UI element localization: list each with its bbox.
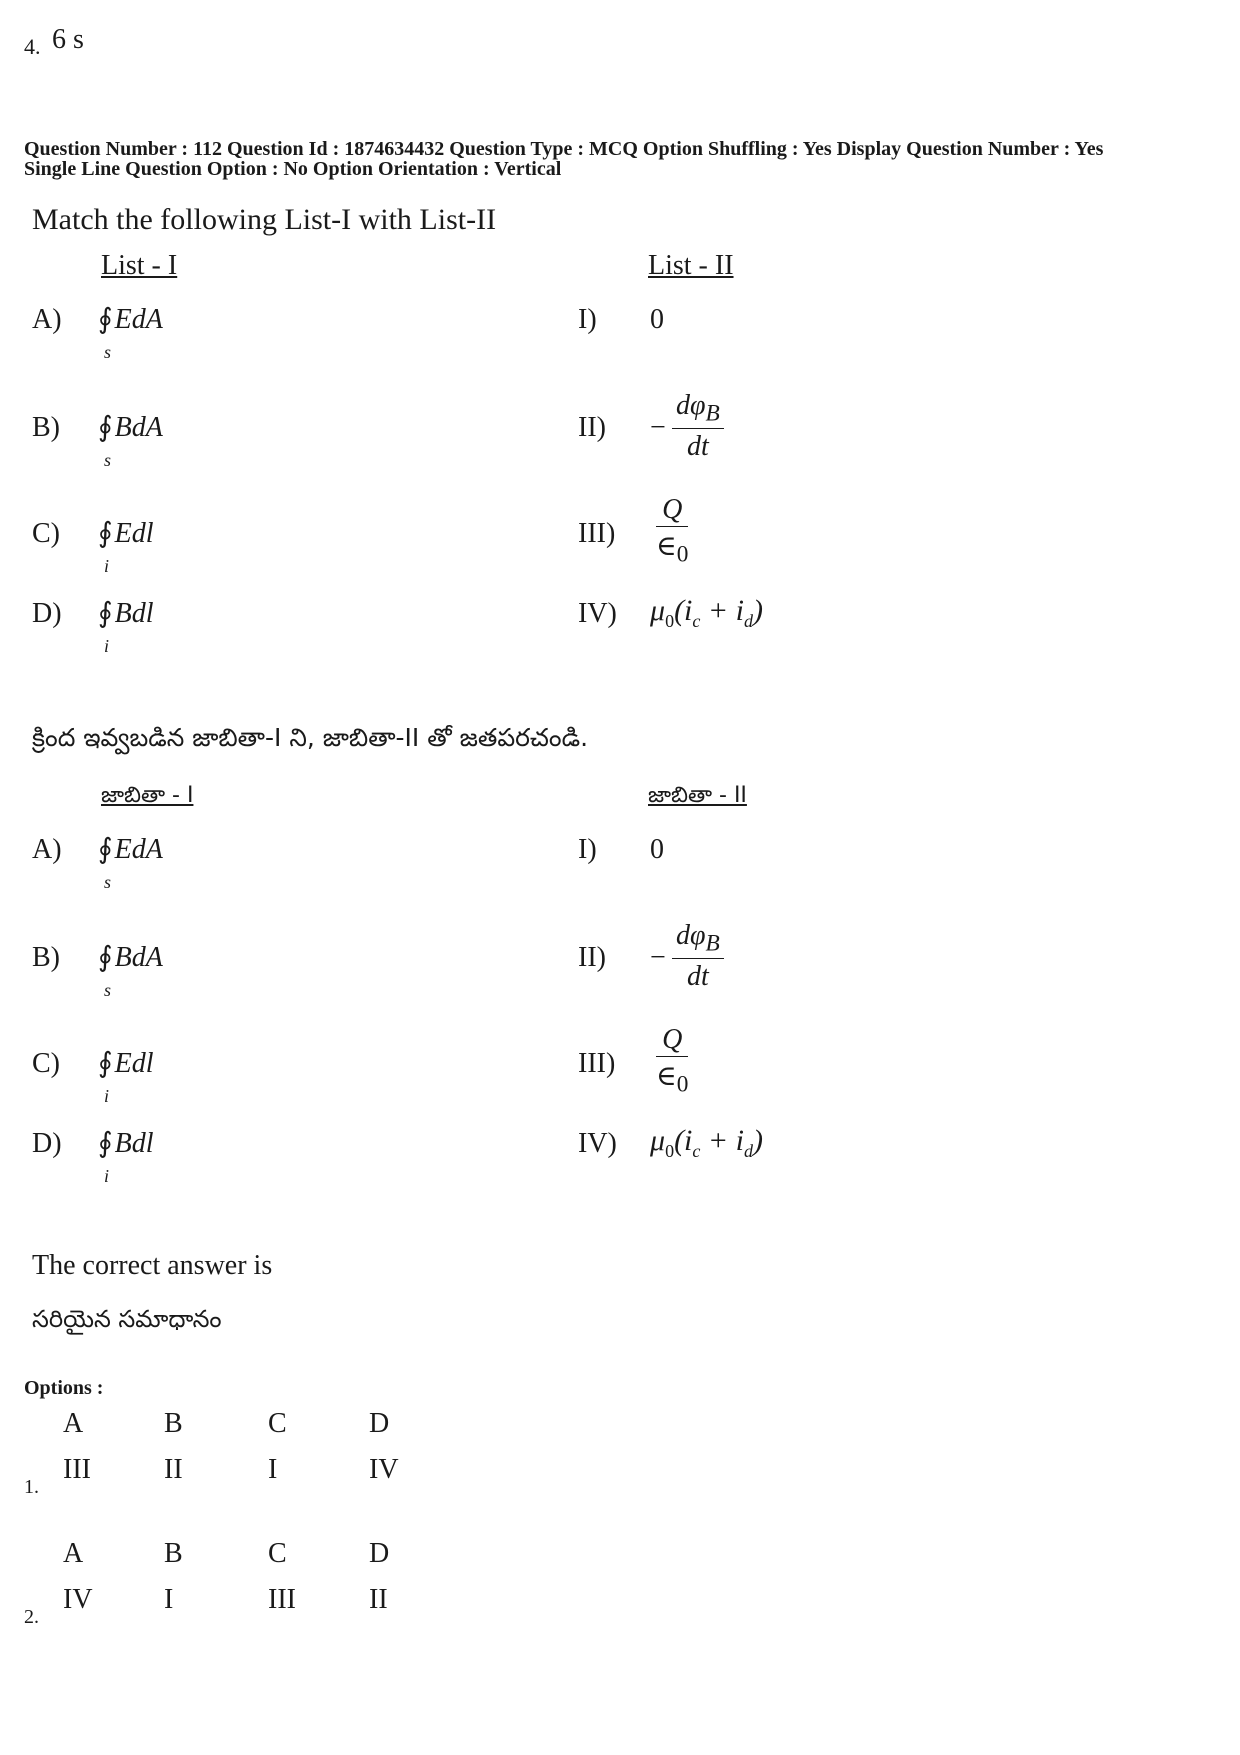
- te-row-a-surface-sub: s: [104, 872, 112, 892]
- te-row-a-letter: A): [32, 834, 62, 865]
- row-c-letter: C): [32, 518, 60, 549]
- option-1-header-d: D: [369, 1408, 390, 1439]
- row-iii-roman: III): [578, 518, 616, 549]
- option-2-value-c: III: [268, 1584, 296, 1615]
- te-row-c-line-sub: i: [104, 1086, 110, 1106]
- row-ii-roman: II): [578, 412, 606, 443]
- contour-integral-icon: ∮: [98, 518, 113, 549]
- contour-integral-icon: ∮: [98, 598, 113, 629]
- option-2-value-d: II: [369, 1584, 388, 1615]
- row-b-surface-sub: s: [104, 450, 112, 470]
- instruction-english: Match the following List-I with List-II: [32, 203, 497, 236]
- te-row-d-letter: D): [32, 1128, 62, 1159]
- option-1-header-a: A: [63, 1408, 84, 1439]
- te-row-a-integral: ∮EdA: [98, 834, 163, 865]
- row-a-surface-sub: s: [104, 342, 112, 362]
- contour-integral-icon: ∮: [98, 834, 113, 865]
- te-row-c-integral: ∮Edl: [98, 1048, 154, 1079]
- option-2-header-d: D: [369, 1538, 390, 1569]
- te-row-ii-roman: II): [578, 942, 606, 973]
- row-a-integral: ∮EdA: [98, 304, 163, 335]
- row-i-roman: I): [578, 304, 597, 335]
- te-row-iv-roman: IV): [578, 1128, 617, 1159]
- row-d-letter: D): [32, 598, 62, 629]
- row-b-integral: ∮BdA: [98, 412, 163, 443]
- option-1-header-b: B: [164, 1408, 183, 1439]
- answer-prompt-english: The correct answer is: [32, 1250, 273, 1281]
- list-2-header: List - II: [648, 250, 734, 281]
- te-row-iii-roman: III): [578, 1048, 616, 1079]
- te-row-ii-fraction: $d\varphi_B$ dt: [672, 920, 724, 993]
- option-2-value-b: I: [164, 1584, 174, 1615]
- row-c-integral: ∮Edl: [98, 518, 154, 549]
- row-ii-fraction: $d\varphi_B$ dt: [672, 390, 724, 463]
- te-row-iii-fraction: $\frac{Q}{\in_0}$: [656, 1024, 689, 1098]
- telugu-list-2-header: జాబితా - II: [648, 783, 747, 808]
- te-row-ii-minus: −: [650, 942, 666, 973]
- te-row-b-letter: B): [32, 942, 60, 973]
- contour-integral-icon: ∮: [98, 412, 113, 443]
- row-d-line-sub: i: [104, 636, 110, 656]
- options-label: Options :: [24, 1377, 104, 1399]
- option-1-number: 1.: [24, 1476, 39, 1498]
- row-ii-minus: −: [650, 412, 666, 443]
- option-1-value-d: IV: [369, 1454, 399, 1485]
- te-row-c-letter: C): [32, 1048, 60, 1079]
- option-2-header-a: A: [63, 1538, 84, 1569]
- row-a-letter: A): [32, 304, 62, 335]
- te-row-b-integral: ∮BdA: [98, 942, 163, 973]
- option-2-header-c: C: [268, 1538, 287, 1569]
- contour-integral-icon: ∮: [98, 304, 113, 335]
- option-1-value-a: III: [63, 1454, 91, 1485]
- option-1-header-c: C: [268, 1408, 287, 1439]
- te-row-i-roman: I): [578, 834, 597, 865]
- te-row-i-value: 0: [650, 834, 664, 865]
- row-b-letter: B): [32, 412, 60, 443]
- question-meta-line-2: Single Line Question Option : No Option Orientation : Vertical: [24, 158, 562, 180]
- option-2-value-a: IV: [63, 1584, 93, 1615]
- answer-prompt-telugu: సరియైన సమాధానం: [32, 1305, 222, 1333]
- row-d-integral: ∮Bdl: [98, 598, 154, 629]
- row-iii-fraction: $\frac{Q}{\in_0}$: [656, 494, 689, 568]
- te-row-d-integral: ∮Bdl: [98, 1128, 154, 1159]
- te-row-d-line-sub: i: [104, 1166, 110, 1186]
- list-1-header: List - I: [101, 250, 178, 281]
- row-i-value: 0: [650, 304, 664, 335]
- contour-integral-icon: ∮: [98, 1128, 113, 1159]
- option-2-header-b: B: [164, 1538, 183, 1569]
- te-row-b-surface-sub: s: [104, 980, 112, 1000]
- te-row-iv-expression: $\mu_0(i_c + i_d)$: [650, 1124, 763, 1161]
- option-2-number: 2.: [24, 1606, 39, 1628]
- option-1-value-c: I: [268, 1454, 278, 1485]
- question-meta-line-1: Question Number : 112 Question Id : 1874634432 Question Type : MCQ Option Shuffling : Yes Display Question Number : Yes: [24, 138, 1104, 160]
- contour-integral-icon: ∮: [98, 1048, 113, 1079]
- previous-option-value: 6 s: [52, 24, 84, 55]
- row-iv-expression: $\mu_0(i_c + i_d)$: [650, 594, 763, 631]
- option-1-value-b: II: [164, 1454, 183, 1485]
- telugu-list-1-header: జాబితా - I: [101, 783, 194, 808]
- previous-option-number: 4.: [24, 34, 41, 59]
- instruction-telugu: క్రింద ఇవ్వబడిన జాబితా-I ని, జాబితా-II తో జతపరచండి.: [32, 723, 589, 752]
- contour-integral-icon: ∮: [98, 942, 113, 973]
- row-c-line-sub: i: [104, 556, 110, 576]
- row-iv-roman: IV): [578, 598, 617, 629]
